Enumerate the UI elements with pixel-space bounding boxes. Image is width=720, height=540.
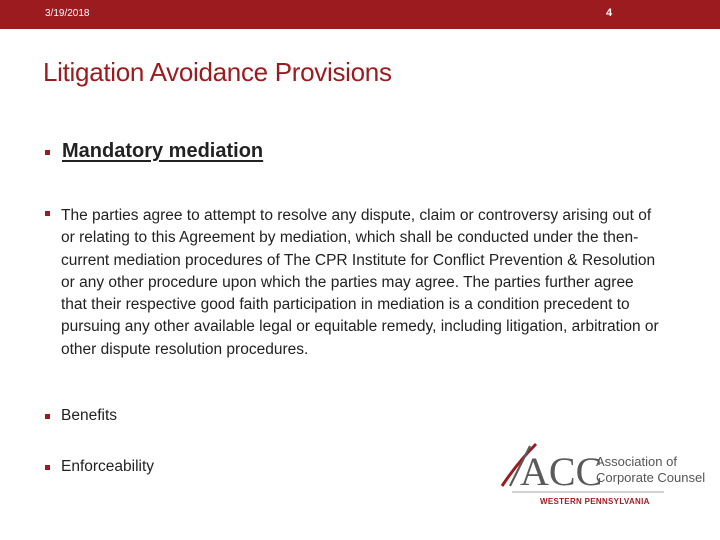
logo-org-line1: Association of: [596, 454, 677, 469]
slide-page-number: 4: [606, 7, 613, 19]
bullet-marker: [45, 465, 50, 470]
bullet-marker: [45, 414, 50, 419]
bullet-marker: [45, 150, 50, 155]
slide-title: Litigation Avoidance Provisions: [43, 57, 392, 87]
bullet-marker: [45, 211, 50, 216]
slide-date: 3/19/2018: [45, 8, 90, 19]
bullet-enforceability: Enforceability: [61, 458, 155, 475]
bullet-mandatory-mediation: Mandatory mediation: [62, 140, 264, 162]
acc-logo-mark: [500, 442, 706, 512]
logo-acc-text: ACC: [520, 449, 603, 494]
header-bar: [0, 0, 720, 29]
acc-logo: [500, 442, 706, 512]
logo-org-line2: Corporate Counsel: [596, 470, 706, 485]
bullet-benefits: Benefits: [61, 407, 118, 424]
bullet-mediation-clause: The parties agree to attempt to resolve any dispute, claim or controversy arising out of or relating to this Agreement by mediation, which shall be conducted under the then-current mediation procedures of The CPR Institute for Conflict Prevention & Resolution or any other procedure upon which the parties may agree. The parties further agree that their respective good faith participation in mediation is a condition precedent to pursuing any other available legal or equitable remedy, including litigation, arbitration or other dispute resolution procedures.: [61, 207, 659, 358]
logo-chapter: WESTERN PENNSYLVANIA: [540, 497, 650, 506]
